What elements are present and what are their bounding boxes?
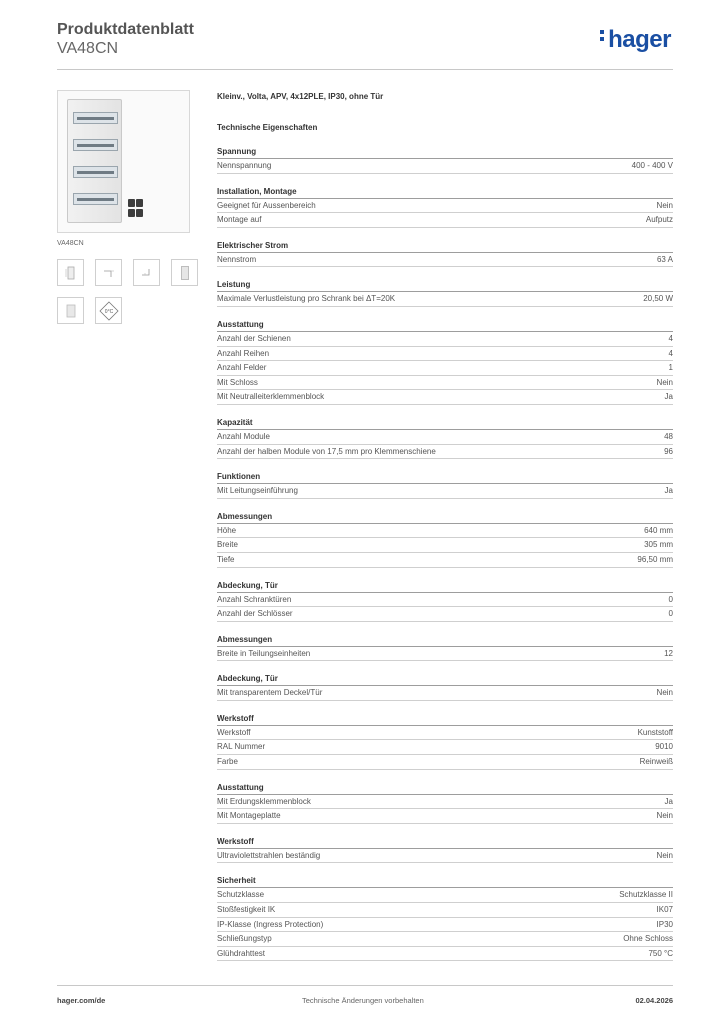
property-row: [217, 291, 673, 307]
property-value: 400 - 400 V: [631, 161, 673, 170]
property-value: Schutzklasse II: [619, 890, 673, 900]
distribution-cabinet-illustration: [67, 99, 122, 223]
property-label: Anzahl Reihen: [217, 348, 270, 358]
property-group: [217, 240, 673, 268]
product-image-caption: VA48CN: [57, 240, 84, 247]
section-title: Technische Eigenschaften: [217, 123, 318, 132]
group-title: Ausstattung: [217, 782, 264, 792]
product-image[interactable]: [57, 90, 190, 233]
property-group: [217, 511, 673, 568]
property-row: [217, 946, 673, 962]
property-value: 4: [668, 333, 673, 343]
property-label: Farbe: [217, 757, 238, 767]
property-value: 63 A: [656, 254, 673, 264]
din-rail-1: [73, 112, 118, 124]
property-group: [217, 279, 673, 307]
property-value: IK07: [656, 905, 673, 915]
property-group: [217, 782, 673, 824]
property-row: [217, 158, 673, 174]
thumbnail-cabinet-view[interactable]: [171, 259, 198, 286]
property-value: Ohne Schloss: [623, 934, 673, 944]
property-value: Nein: [656, 811, 673, 821]
hager-logo: [600, 26, 671, 54]
top-view-icon: [139, 265, 155, 281]
property-label: IP-Klasse (Ingress Protection): [217, 919, 324, 929]
property-row: [217, 375, 673, 390]
property-label: Montage auf: [217, 215, 262, 225]
terminal-block-icon: [136, 209, 143, 217]
property-label: Mit Montageplatte: [217, 811, 281, 821]
property-row: [217, 444, 673, 460]
property-value: 1: [668, 363, 673, 373]
property-label: Schließungstyp: [217, 934, 272, 944]
property-row: [217, 887, 673, 902]
property-label: Nennspannung: [217, 161, 272, 170]
property-label: Mit Leitungseinführung: [217, 486, 298, 496]
property-group: [217, 580, 673, 622]
property-groups: [217, 146, 673, 961]
group-title: Abmessungen: [217, 634, 273, 644]
property-label: Anzahl Schranktüren: [217, 594, 292, 604]
property-group: [217, 713, 673, 770]
property-row: [217, 429, 673, 444]
group-title: Kapazität: [217, 417, 253, 427]
property-value: 640 mm: [644, 525, 673, 535]
cabinet-icon: [181, 266, 189, 280]
property-value: Nein: [656, 377, 673, 387]
property-group: [217, 875, 673, 961]
front-view-icon: [63, 265, 79, 281]
group-title: Funktionen: [217, 472, 261, 482]
property-value: IP30: [656, 919, 673, 929]
property-row: [217, 917, 673, 932]
property-row: [217, 537, 673, 552]
property-row: [217, 902, 673, 917]
property-label: Breite: [217, 540, 238, 550]
property-value: Kunststoff: [637, 727, 673, 737]
group-title: Leistung: [217, 280, 251, 290]
temperature-rating-icon: [98, 300, 120, 322]
property-row: [217, 198, 673, 213]
terminal-block-icon: [128, 199, 135, 207]
property-value: 48: [664, 431, 673, 441]
thumbnail-door-view[interactable]: [57, 297, 84, 324]
product-description: Kleinv., Volta, APV, 4x12PLE, IP30, ohne Tür: [217, 92, 384, 101]
property-label: Mit transparentem Deckel/Tür: [217, 688, 323, 698]
group-title: Sicherheit: [217, 876, 256, 886]
property-value: 0: [668, 594, 673, 604]
property-group: [217, 319, 673, 405]
group-title: Spannung: [217, 147, 257, 156]
property-row: [217, 523, 673, 538]
property-row: [217, 331, 673, 346]
property-row: [217, 592, 673, 607]
property-row: [217, 931, 673, 946]
property-label: Mit Erdungsklemmenblock: [217, 796, 311, 806]
group-title: Installation, Montage: [217, 186, 297, 196]
property-label: RAL Nummer: [217, 742, 266, 752]
group-title: Werkstoff: [217, 836, 254, 846]
group-title: Elektrischer Strom: [217, 240, 289, 250]
group-title: Werkstoff: [217, 713, 254, 723]
footer-website[interactable]: hager.com/de: [57, 996, 106, 1005]
terminal-block-icon: [128, 209, 135, 217]
din-rail-4: [73, 193, 118, 205]
thumbnail-top-view[interactable]: [133, 259, 160, 286]
property-label: Höhe: [217, 525, 237, 535]
thumbnail-gallery: [57, 259, 207, 324]
property-row: [217, 739, 673, 754]
property-row: [217, 606, 673, 622]
property-value: Nein: [656, 200, 673, 210]
thumbnail-front-view[interactable]: [57, 259, 84, 286]
group-title: Abmessungen: [217, 511, 273, 521]
property-label: Nennstrom: [217, 254, 257, 264]
terminal-block-icon: [136, 199, 143, 207]
group-title: Ausstattung: [217, 319, 264, 329]
side-view-icon: [101, 265, 117, 281]
property-value: Ja: [664, 796, 673, 806]
property-label: Glühdrahttest: [217, 948, 266, 958]
property-value: Nein: [656, 688, 673, 698]
property-value: 96,50 mm: [637, 554, 673, 564]
logo-text: hager: [608, 26, 671, 53]
property-row: [217, 848, 673, 864]
din-rail-2: [73, 139, 118, 151]
property-group: [217, 417, 673, 459]
property-row: [217, 725, 673, 740]
din-rail-3: [73, 166, 118, 178]
property-row: [217, 552, 673, 568]
property-row: [217, 808, 673, 824]
property-value: 4: [668, 348, 673, 358]
document-title: Produktdatenblatt: [57, 21, 194, 38]
property-row: [217, 346, 673, 361]
property-value: Ja: [664, 392, 673, 402]
property-row: [217, 212, 673, 228]
property-row: [217, 360, 673, 375]
product-sidebar: [57, 90, 197, 324]
property-label: Tiefe: [217, 554, 235, 564]
property-label: Schutzklasse: [217, 890, 265, 900]
property-value: 12: [664, 648, 673, 658]
property-label: Anzahl Module: [217, 431, 270, 441]
page-header: [57, 20, 673, 70]
property-value: 305 mm: [644, 540, 673, 550]
property-group: [217, 673, 673, 701]
property-value: Ja: [664, 486, 673, 496]
footer-notice: Technische Änderungen vorbehalten: [302, 996, 424, 1005]
property-value: 9010: [655, 742, 673, 752]
property-row: [217, 794, 673, 809]
property-label: Anzahl der halben Module von 17,5 mm pro Klemmenschiene: [217, 446, 436, 456]
property-label: Maximale Verlustleistung pro Schrank bei ΔT=20K: [217, 294, 396, 304]
property-value: 96: [664, 446, 673, 456]
property-group: [217, 186, 673, 228]
property-label: Ultraviolettstrahlen beständig: [217, 850, 321, 860]
page-footer: [57, 985, 673, 1005]
property-value: 0: [668, 609, 673, 619]
technical-data: [217, 90, 673, 961]
property-value: Nein: [656, 850, 673, 860]
property-label: Anzahl der Schienen: [217, 333, 291, 343]
property-row: [217, 646, 673, 662]
property-label: Werkstoff: [217, 727, 251, 737]
property-row: [217, 389, 673, 405]
property-value: 20,50 W: [643, 294, 673, 304]
property-label: Stoßfestigkeit IK: [217, 905, 276, 915]
property-group: [217, 146, 673, 174]
property-label: Anzahl Felder: [217, 363, 267, 373]
property-row: [217, 483, 673, 499]
logo-colon-icon: [600, 27, 606, 44]
property-row: [217, 754, 673, 770]
footer-date: 02.04.2026: [635, 996, 673, 1005]
property-row: [217, 252, 673, 268]
group-title: Abdeckung, Tür: [217, 674, 278, 684]
property-label: Breite in Teilungseinheiten: [217, 648, 311, 658]
thumbnail-side-view[interactable]: [95, 259, 122, 286]
group-title: Abdeckung, Tür: [217, 580, 278, 590]
property-value: 750 °C: [648, 948, 673, 958]
thumbnail-temperature-badge[interactable]: [95, 297, 122, 324]
property-label: Anzahl der Schlösser: [217, 609, 293, 619]
door-icon: [63, 303, 79, 319]
property-label: Mit Schloss: [217, 377, 258, 387]
product-reference: VA48CN: [57, 40, 119, 57]
property-group: [217, 634, 673, 662]
property-group: [217, 836, 673, 864]
property-label: Mit Neutralleiterklemmenblock: [217, 392, 325, 402]
property-value: Aufputz: [645, 215, 673, 225]
property-value: Reinweiß: [639, 757, 673, 767]
temperature-badge-text: 0°C: [104, 308, 113, 315]
property-label: Geeignet für Aussenbereich: [217, 200, 316, 210]
property-group: [217, 471, 673, 499]
property-row: [217, 685, 673, 701]
